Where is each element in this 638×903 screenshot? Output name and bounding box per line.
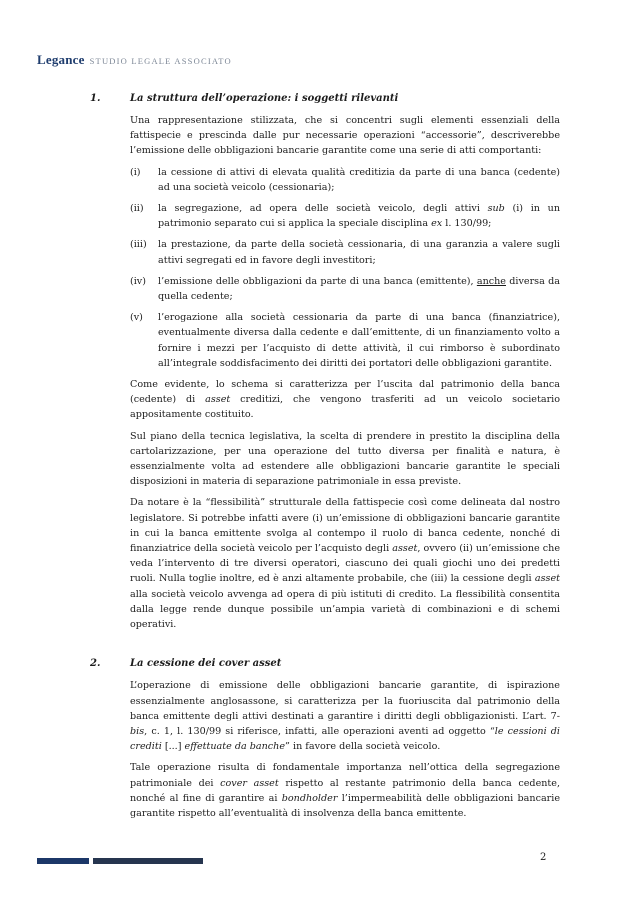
text-run: l. 130/99; (442, 218, 492, 230)
text-run: Come evidente, lo schema si caratterizza per l’uscita dal patrimonio della banca (cedente) di (130, 379, 560, 406)
text-run: ” in favore della società veicolo. (285, 741, 441, 753)
enumerated-list (130, 165, 560, 371)
page-number: 2 (540, 852, 547, 863)
italic-term: asset (205, 394, 231, 406)
text-run: (i) in un patrimonio separato cui si applica la speciale disciplina (158, 203, 560, 230)
list-item-text: la cessione di attivi di elevata qualità creditizia da parte di una banca (cedente) ad una società veicolo (cessionaria); (158, 166, 560, 193)
italic-term: bis (130, 725, 145, 737)
section-body (130, 113, 560, 632)
list-item-text (158, 274, 560, 304)
italic-term: le cessioni di crediti (130, 725, 560, 753)
list-item (130, 310, 560, 371)
text-run: rispetto al restante patrimonio della banca cedente, nonché al fine di garantire ai (130, 777, 561, 804)
list-item-label: (i) (130, 166, 141, 178)
text-run: l’impermeabilità delle obbligazioni bancarie garantite rispetto all’eventualità di insolvenza della banca emittente. (130, 792, 561, 819)
section-number: 1. (90, 93, 101, 104)
text-run: , c. 1, l. 130/99 si riferisce, infatti, alle operazioni aventi ad oggetto “ (144, 725, 495, 737)
text-run: alla società veicolo avvenga ad opera di più istituti di credito. La flessibilità consentita dalla legge rende dunque possibile un’ampia varietà di combinazioni e di schemi operativi. (130, 588, 560, 631)
list-item-text (158, 201, 560, 231)
paragraph (130, 495, 560, 632)
paragraph (130, 760, 560, 821)
list-item-text: la prestazione, da parte della società cessionaria, di una garanzia a valere sugli attivi segregati ed in favore degli investitori; (158, 239, 560, 266)
text-run: Tale operazione risulta di fondamentale importanza nell’ottica della segregazione patrimoniale dei (130, 762, 560, 789)
paragraph: Sul piano della tecnica legislativa, la scelta di prendere in prestito la disciplina della cartolarizzazione, per una operazione del tutto diversa per finalità e natura, è essenzialmente volta ad estendere alle obbligazioni bancarie garantite le speciali disposizioni in materia di separazione patrimoniale in essa previste. (130, 430, 560, 488)
italic-term: effettuate da banche (184, 741, 286, 753)
text-run: la segregazione, ad opera delle società veicolo, degli attivi (158, 203, 488, 215)
letterhead (37, 49, 232, 68)
document-body (90, 91, 560, 827)
text-run: creditizi, che vengono trasferiti ad un veicolo societario appositamente costituito. (130, 394, 560, 421)
list-item-label: (iii) (130, 239, 147, 251)
list-item (130, 201, 560, 231)
footer-bar (93, 858, 203, 864)
italic-term: asset (534, 573, 560, 585)
paragraph: Una rappresentazione stilizzata, che si concentri sugli elementi essenziali della fattispecie e prescinda dalle pur necessarie operazioni “accessorie”, descriverebbe l’emissione delle obbligazioni bancarie garantite come una serie di atti comportanti: (130, 115, 560, 157)
list-item-label: (ii) (130, 203, 144, 215)
list-item-label: (v) (130, 312, 143, 324)
brand-logo: Legance (37, 52, 85, 67)
brand-subtitle: STUDIO LEGALE ASSOCIATO (89, 56, 232, 66)
text-run: l’emissione delle obbligazioni da parte di una banca (emittente), (158, 275, 477, 287)
section-heading (90, 656, 560, 678)
footer-bar (37, 858, 89, 864)
paragraph (130, 377, 560, 423)
text-run: Da notare è la “flessibilità” strutturale della fattispecie così come delineata dal nostro legislatore. Si potrebbe infatti avere (i) un’emissione di obbligazioni bancarie garantite in cui la banca emittente svolga al contempo il ruolo di banca cedente, nonché di finanziatrice della società veicolo per l’acquisto degli (130, 497, 560, 555)
list-item (130, 165, 560, 195)
italic-term: bondholder (281, 792, 338, 804)
italic-term: ex (431, 218, 443, 230)
section-heading (90, 91, 560, 113)
italic-term: sub (487, 203, 505, 215)
list-item (130, 237, 560, 267)
paragraph (130, 678, 560, 754)
underlined-term: anche (476, 275, 506, 287)
text-run: [...] (161, 741, 185, 753)
italic-term: cover asset (220, 777, 279, 789)
section-number: 2. (90, 658, 101, 670)
list-item (130, 274, 560, 304)
list-item-text: l’erogazione alla società cessionaria da parte di una banca (finanziatrice), eventualmente diversa dalla cedente e dall’emittente, di un finanziamento volto a fornire i mezzi per l’acquisto di dette attività, il cui rimborso è subordinato all’integrale soddisfacimento dei diritti dei portatori delle obbligazioni garantite. (158, 312, 560, 369)
section-title: La struttura dell’operazione: i soggetti rilevanti (130, 93, 399, 104)
section-body (130, 678, 560, 821)
text-run: L’operazione di emissione delle obbligazioni bancarie garantite, di ispirazione essenzialmente anglosassone, si caratterizza per la fuoriuscita dal patrimonio della banca emittente degli attivi destinati a garantire i diritti degli obbligazionisti. L’art. 7- (130, 680, 560, 722)
text-run: diversa da quella cedente; (158, 275, 560, 303)
list-item-label: (iv) (130, 275, 146, 287)
text-run: , ovvero (ii) un’emissione che veda l’intervento di tre diversi operatori, ciascuno dei quali giochi uno dei predetti ruoli. Nulla toglie inoltre, ed è anzi altamente probabile, che (iii) la cessione degli (130, 543, 560, 585)
italic-term: asset (392, 543, 418, 555)
section-title: La cessione dei cover asset (130, 658, 282, 670)
